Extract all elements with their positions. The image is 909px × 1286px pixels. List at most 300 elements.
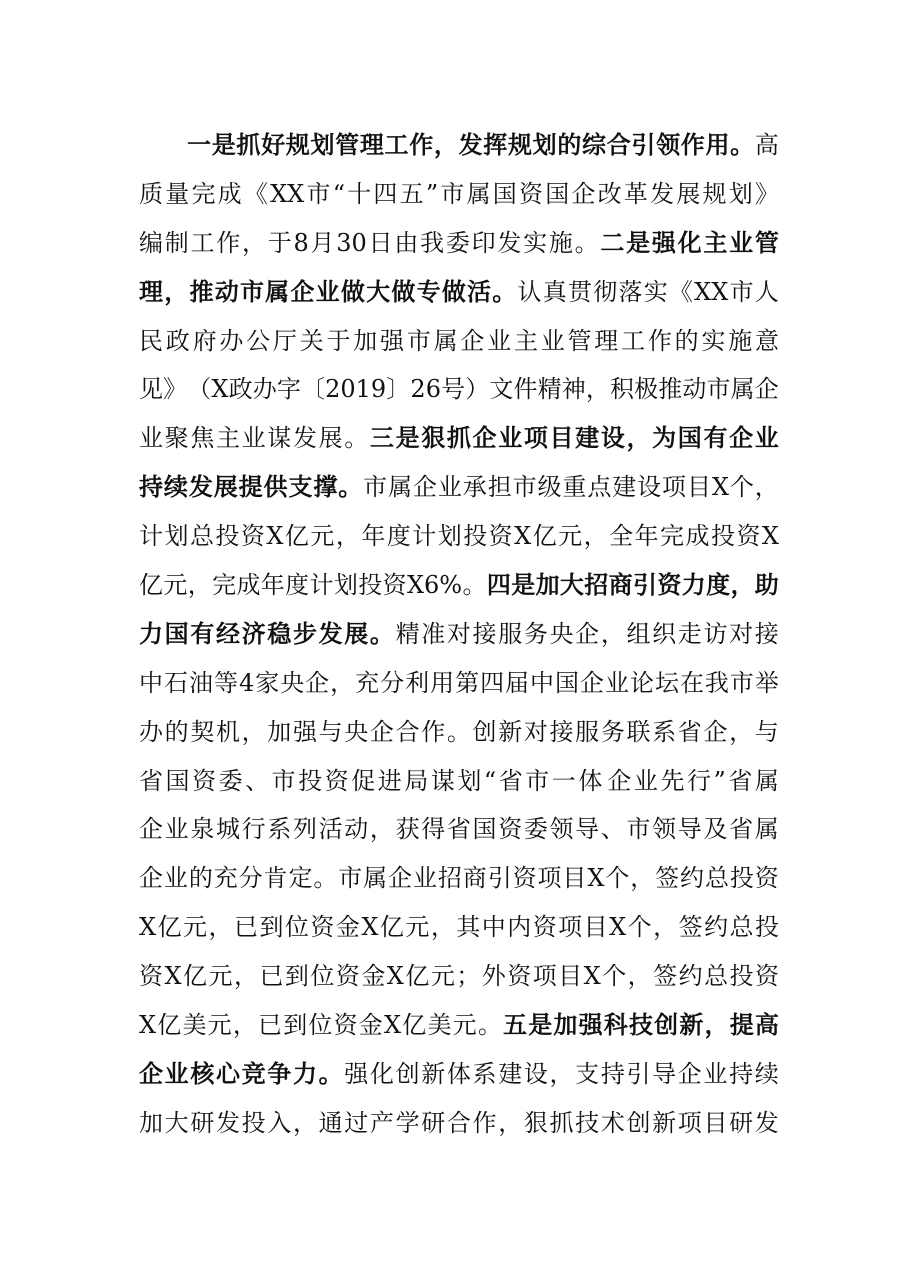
text-char: 神	[561, 375, 586, 404]
bold-text-char: 提	[238, 472, 263, 502]
text-char: X	[583, 962, 601, 991]
text-char: X	[383, 1011, 402, 1040]
text-line	[139, 512, 779, 561]
text-char: 市	[271, 766, 296, 795]
text-char: 个	[729, 473, 754, 502]
text-char: 贯	[567, 277, 592, 306]
bold-text-char: 引	[631, 130, 656, 159]
text-char: 中	[481, 913, 506, 942]
bold-text-char: 持	[139, 472, 163, 502]
bold-text-char: ，	[626, 423, 651, 453]
text-char: 元	[310, 522, 335, 551]
bold-text-char: 竞	[241, 1058, 266, 1088]
bold-text-char: 是	[626, 227, 651, 257]
bold-text-char: 二	[600, 227, 625, 257]
bold-text-char: 有	[703, 423, 728, 453]
text-char: 件	[513, 375, 538, 404]
text-char: 企	[571, 179, 596, 208]
text-char: 谋	[430, 766, 455, 795]
text-char: 导	[677, 815, 702, 844]
bold-text-char: 做	[441, 276, 466, 306]
text-char: 元	[405, 913, 430, 942]
text-char: 届	[505, 668, 530, 697]
text-char: 主	[513, 326, 538, 355]
text-char: 用	[430, 668, 455, 697]
text-char: 国	[492, 179, 517, 208]
text-char: 投	[729, 864, 754, 893]
bold-text-char: 科	[603, 1010, 628, 1040]
text-char: 元	[163, 571, 188, 600]
bold-text-char: 加	[553, 1010, 578, 1040]
text-char: 计	[309, 571, 334, 600]
text-char: 持	[729, 1059, 754, 1088]
text-char: 重	[562, 473, 587, 502]
document-body-text	[139, 121, 779, 1148]
text-char: XX	[270, 179, 305, 208]
text-char: 入	[267, 1108, 292, 1137]
text-char: 属	[730, 375, 755, 404]
text-char: 约	[704, 913, 729, 942]
text-char: 作	[216, 228, 241, 257]
text-char: 签	[653, 962, 678, 991]
text-char: 2019	[325, 375, 387, 404]
text-char: 研	[421, 1108, 446, 1137]
text-char: 第	[455, 668, 480, 697]
text-char: 央	[344, 717, 369, 746]
text-char: 务	[600, 717, 625, 746]
text-char: 投	[298, 766, 323, 795]
text-char: 计	[139, 522, 163, 551]
text-char: 企	[388, 864, 413, 893]
text-char: 推	[658, 375, 683, 404]
text-char: 实	[701, 326, 726, 355]
bold-text-char: 化	[677, 227, 702, 257]
text-char: 市	[363, 473, 388, 502]
text-line	[139, 317, 779, 366]
text-char: 位	[310, 962, 335, 991]
bold-text-char: 是	[395, 423, 420, 453]
text-char: 资	[192, 766, 217, 795]
text-char: 》	[754, 179, 779, 208]
text-char: 活	[318, 815, 343, 844]
bold-text-char: 狠	[421, 423, 446, 453]
text-char: X	[266, 522, 284, 551]
bold-text-char: 有	[190, 618, 215, 648]
text-char: 的	[674, 326, 699, 355]
text-char: 编	[139, 228, 163, 257]
text-char: 业	[703, 1059, 728, 1088]
text-char: 得	[421, 815, 446, 844]
text-char: 工	[190, 228, 215, 257]
text-char: 央	[549, 619, 574, 648]
text-char: 建	[498, 1059, 523, 1088]
text-char: 企	[703, 717, 728, 746]
text-char: 我	[704, 668, 729, 697]
text-char: 彻	[593, 277, 618, 306]
text-char: 、	[600, 815, 625, 844]
bold-text-char: 助	[754, 570, 779, 600]
text-char: 其	[456, 913, 481, 942]
text-char: 投	[755, 913, 779, 942]
text-char: 已	[233, 913, 258, 942]
bold-text-char: 争	[267, 1058, 292, 1088]
bold-text-char: 设	[600, 423, 625, 453]
text-char: 四	[480, 668, 505, 697]
text-char: 资	[507, 962, 532, 991]
text-char: 资	[240, 522, 265, 551]
text-char: X	[211, 375, 229, 404]
bold-text-char: 。	[730, 130, 755, 159]
bold-text-char: 项	[523, 423, 548, 453]
text-char: 26	[410, 375, 441, 404]
bold-text-char: ，	[433, 130, 458, 159]
text-char: 资	[532, 913, 557, 942]
text-char: 系	[472, 1059, 497, 1088]
text-char: 分	[380, 668, 405, 697]
bold-text-char: 资	[657, 570, 682, 600]
text-line	[139, 170, 779, 219]
text-char: 约	[680, 864, 705, 893]
text-char: ，	[369, 815, 394, 844]
text-char: 持	[600, 1059, 625, 1088]
text-line	[139, 463, 779, 512]
text-char: 理	[594, 326, 619, 355]
text-char: 五	[399, 179, 424, 208]
text-char: 项	[537, 864, 562, 893]
text-char: 家	[255, 668, 280, 697]
text-char: 已	[259, 962, 284, 991]
text-char: 服	[498, 619, 523, 648]
text-char: 资	[488, 522, 513, 551]
text-char: 资	[736, 522, 761, 551]
bold-text-char: 企	[729, 423, 754, 453]
text-char: 支	[575, 1059, 600, 1088]
text-char: 30	[336, 228, 367, 257]
text-char: 投	[729, 962, 754, 991]
text-char: 成	[236, 571, 261, 600]
text-char: 作	[647, 326, 672, 355]
text-char: 个	[627, 913, 652, 942]
text-char: 企	[607, 766, 632, 795]
text-char: 新	[652, 1108, 677, 1137]
text-char: ，	[583, 522, 608, 551]
text-char: ，	[241, 717, 266, 746]
text-char: 省	[498, 766, 523, 795]
text-char: 民	[139, 326, 163, 355]
text-char: 亿	[402, 1011, 427, 1040]
bold-text-char: 理	[139, 276, 163, 306]
text-char: 府	[192, 326, 217, 355]
text-char: 务	[523, 619, 548, 648]
text-char: 目	[703, 1108, 728, 1137]
text-char: 省	[677, 717, 702, 746]
text-char: 成	[685, 522, 710, 551]
text-line	[139, 708, 779, 757]
bold-text-char: 招	[584, 570, 609, 600]
text-char: 目	[686, 473, 711, 502]
text-char: 精	[395, 619, 420, 648]
bold-text-char: 商	[608, 570, 633, 600]
text-char: 美	[182, 1011, 207, 1040]
bold-text-char: 大	[559, 570, 584, 600]
text-char: 动	[344, 815, 369, 844]
text-char: 油	[188, 668, 213, 697]
text-char: 施	[548, 228, 573, 257]
bold-text-char: 合	[606, 130, 631, 159]
text-char: 位	[308, 1011, 333, 1040]
text-char: 级	[537, 473, 562, 502]
bold-text-char: 好	[261, 130, 286, 159]
text-char: 对	[446, 619, 471, 648]
text-char: 及	[703, 815, 728, 844]
text-char: 量	[165, 179, 190, 208]
text-char: 业	[139, 424, 163, 453]
bold-text-char: 属	[265, 276, 290, 306]
text-char: 企	[677, 1059, 702, 1088]
text-char: ，	[600, 619, 625, 648]
text-char: 改	[597, 179, 622, 208]
text-char: 引	[626, 1059, 651, 1088]
text-char: 革	[623, 179, 648, 208]
text-char: 外	[481, 962, 506, 991]
text-char: 关	[299, 326, 324, 355]
text-char: 化	[369, 1059, 394, 1088]
text-line	[139, 903, 779, 952]
text-char: ；	[456, 962, 481, 991]
text-char: 业	[412, 864, 437, 893]
text-char: 由	[394, 228, 419, 257]
text-char: 。	[477, 1011, 502, 1040]
text-char: 焦	[190, 424, 215, 453]
bold-text-char: 力	[292, 1058, 317, 1088]
text-char: 项	[532, 962, 557, 991]
text-line	[139, 952, 779, 1001]
text-char: 4	[238, 668, 255, 697]
bold-text-char: 创	[654, 1010, 679, 1040]
text-char: 央	[280, 668, 305, 697]
text-char: 位	[284, 913, 309, 942]
bold-text-char: 是	[211, 130, 236, 159]
text-char: 亿	[157, 913, 182, 942]
text-char: X	[609, 913, 627, 942]
bold-text-char: ，	[704, 1010, 729, 1040]
text-char: 十	[347, 179, 372, 208]
bold-text-char: 活	[467, 276, 492, 306]
text-char: 企	[460, 326, 485, 355]
text-char: 完	[191, 179, 216, 208]
text-char: 研	[190, 1108, 215, 1137]
text-char: 精	[537, 375, 562, 404]
text-char: 创	[472, 717, 497, 746]
text-char: 亿	[532, 522, 557, 551]
text-char: 亿	[183, 962, 208, 991]
bold-text-char: 企	[472, 423, 497, 453]
bold-text-char: 业	[164, 1058, 189, 1088]
text-char: 元	[207, 1011, 232, 1040]
text-char: 企	[305, 668, 330, 697]
text-char: 导	[575, 815, 600, 844]
bold-text-char: 业	[729, 227, 754, 257]
text-char: 合	[395, 717, 420, 746]
text-char: 接	[549, 717, 574, 746]
text-char: 国	[472, 815, 497, 844]
text-char: 到	[284, 962, 309, 991]
text-char: 签	[678, 913, 703, 942]
bold-text-char: 业	[315, 276, 340, 306]
text-char: 等	[213, 668, 238, 697]
text-char: ，	[208, 913, 233, 942]
text-char: 市	[729, 668, 754, 697]
text-char: 全	[609, 522, 634, 551]
text-char: 资	[382, 571, 407, 600]
text-line	[139, 121, 779, 170]
bold-text-char: 展	[213, 472, 238, 502]
bold-text-char: 济	[241, 618, 266, 648]
text-char: 。	[344, 424, 369, 453]
text-char: 度	[285, 571, 310, 600]
text-char: 引	[487, 864, 512, 893]
bold-text-char: 抓	[236, 130, 261, 159]
text-char: 设	[523, 1059, 548, 1088]
text-char: 充	[355, 668, 380, 697]
text-char: 投	[215, 522, 240, 551]
text-char: 办	[252, 375, 277, 404]
bold-text-char: 五	[503, 1010, 527, 1040]
text-char: 接	[754, 619, 779, 648]
text-char: 业	[540, 326, 565, 355]
text-char: 点	[587, 473, 612, 502]
text-char: 属	[388, 473, 413, 502]
text-char: 认	[517, 277, 542, 306]
bold-text-char: 动	[214, 276, 239, 306]
text-char: ，	[292, 1108, 317, 1137]
text-char: 省	[446, 815, 471, 844]
text-char: 契	[190, 717, 215, 746]
bold-text-char: 四	[486, 570, 511, 600]
text-char: 作	[421, 717, 446, 746]
text-char: 市	[706, 375, 731, 404]
text-char: X	[514, 522, 532, 551]
text-char: 国	[555, 668, 580, 697]
text-char: X	[164, 962, 182, 991]
bold-text-char: 心	[215, 1058, 240, 1088]
text-char: 制	[164, 228, 189, 257]
bold-text-char: 引	[633, 570, 657, 600]
text-char: 准	[421, 619, 446, 648]
text-char: 机	[215, 717, 240, 746]
bold-text-char: 划	[310, 130, 335, 159]
text-char: 业	[487, 326, 512, 355]
bold-text-char: 。	[318, 1058, 343, 1088]
text-char: ，	[430, 913, 455, 942]
text-char: “	[483, 766, 497, 795]
text-char: 抓	[549, 1108, 574, 1137]
text-char: 大	[164, 1108, 189, 1137]
bold-text-char: 是	[528, 1010, 553, 1040]
text-char: 属	[433, 326, 458, 355]
text-char: 国	[165, 766, 190, 795]
bold-text-char: 综	[582, 130, 606, 159]
text-line	[139, 268, 779, 317]
text-char: 投	[358, 571, 383, 600]
text-char: 内	[507, 913, 532, 942]
text-char: X	[139, 913, 157, 942]
text-char: 加	[353, 326, 378, 355]
bold-text-char: 高	[754, 1010, 779, 1040]
text-char: 落	[618, 277, 643, 306]
text-char: 发	[650, 179, 675, 208]
text-char: 总	[189, 522, 214, 551]
text-char: 企	[369, 717, 394, 746]
text-char: 企	[412, 473, 437, 502]
text-char: 联	[626, 717, 651, 746]
text-char: 组	[626, 619, 651, 648]
text-char: 投	[241, 1108, 266, 1137]
bold-text-char: 的	[557, 130, 582, 159]
text-char: 元	[208, 962, 233, 991]
text-char: 亿	[405, 962, 430, 991]
text-char: 加	[139, 1108, 163, 1137]
text-char: ）	[465, 375, 490, 404]
text-char: X	[761, 522, 779, 551]
bold-text-char: ，	[164, 276, 189, 306]
text-line	[139, 610, 779, 659]
text-char: 合	[446, 1108, 471, 1137]
bold-text-char: 经	[215, 618, 240, 648]
text-char: 政	[228, 375, 253, 404]
text-char: 成	[217, 179, 242, 208]
text-char: 省	[139, 766, 163, 795]
text-char: 号	[441, 375, 466, 404]
text-char: 规	[702, 179, 727, 208]
text-char: 〔	[300, 375, 325, 404]
text-char: 实	[643, 277, 668, 306]
text-char: 通	[318, 1108, 343, 1137]
text-char: 中	[139, 668, 163, 697]
bold-text-char: 一	[187, 130, 211, 159]
text-char: 工	[621, 326, 646, 355]
text-char: 利	[405, 668, 430, 697]
text-char: 建	[612, 473, 637, 502]
bold-text-char: 。	[369, 618, 394, 648]
text-char: 〕	[386, 375, 411, 404]
text-char: 与	[318, 717, 343, 746]
bold-text-char: 供	[263, 472, 288, 502]
text-char: 管	[567, 326, 592, 355]
text-char: 系	[267, 815, 292, 844]
text-char: 行	[686, 766, 711, 795]
text-char: 属	[466, 179, 491, 208]
bold-text-char: 国	[164, 618, 189, 648]
text-char: ，	[653, 913, 678, 942]
bold-text-char: 稳	[267, 618, 292, 648]
text-char: 与	[754, 717, 779, 746]
text-char: 列	[292, 815, 317, 844]
text-char: 企	[580, 668, 604, 697]
text-char: 极	[634, 375, 659, 404]
text-char: X6%	[406, 571, 463, 600]
text-char: 体	[578, 766, 603, 795]
text-char: 意	[754, 326, 779, 355]
bold-text-char: 技	[628, 1010, 653, 1040]
text-char: 访	[703, 619, 728, 648]
text-char: 谋	[267, 424, 292, 453]
text-char: 划	[728, 179, 753, 208]
text-char: 印	[471, 228, 496, 257]
text-char: 泉	[190, 815, 215, 844]
text-char: 亿	[284, 522, 309, 551]
text-char: 对	[523, 717, 548, 746]
